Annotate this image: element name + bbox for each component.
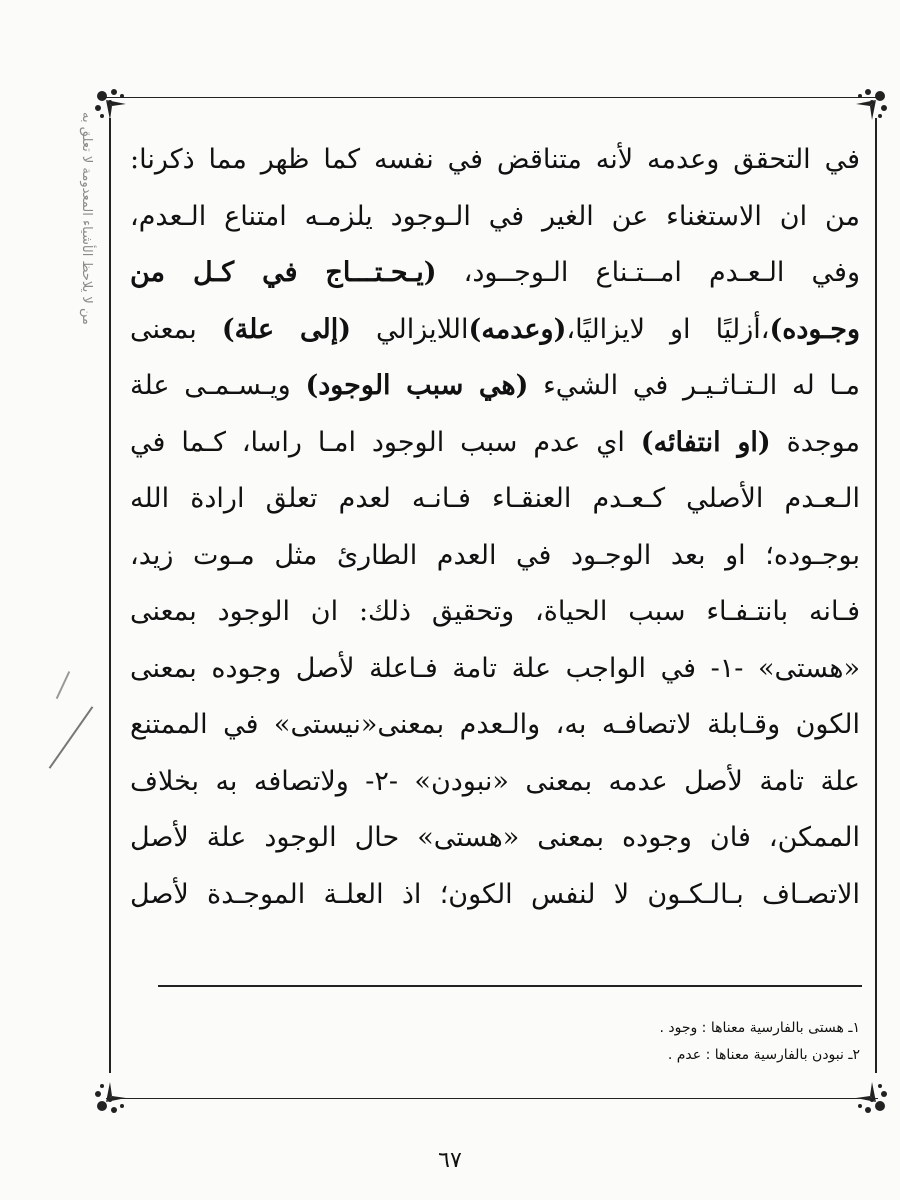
text-line xyxy=(130,132,860,189)
text-segment: علة تامة لأصل عدمه بمعنى «نبودن» -٢- ولاتصافه به بخلاف xyxy=(130,765,860,797)
text-line xyxy=(130,867,860,924)
text-segment: وفي الـعـدم امــتـناع الـوجــود، xyxy=(436,257,860,288)
text-line xyxy=(130,245,860,302)
bold-phrase: (هي سبب الوجود) xyxy=(305,370,529,401)
handwritten-margin-note: من لا يلاحظ الأشياء المعدومة لا تعلق به xyxy=(79,112,94,325)
text-segment: موجدة xyxy=(770,426,860,458)
text-segment: من ان الاستغناء عن الغير في الـوجود يلزمـه امتناع الـعدم، xyxy=(130,200,860,232)
footnote-2: ٢ـ نبودن بالفارسية معناها : عدم . xyxy=(667,1047,860,1063)
bold-phrase: (يـحـتـــاج في كـل من xyxy=(130,257,437,288)
text-segment: ويـسـمـى علة xyxy=(130,370,306,401)
ornament-corner-bottom-right xyxy=(842,1068,890,1116)
text-segment: الاتصـاف بـالـكـون لا لنفس الكون؛ اذ العلـة الموجـدة لأصل xyxy=(130,878,860,910)
ornament-corner-top-left xyxy=(92,86,140,134)
ornament-corner-bottom-left xyxy=(92,1068,140,1116)
text-line xyxy=(130,471,860,528)
bold-phrase: (او انتفائه) xyxy=(640,426,771,458)
text-line xyxy=(130,302,860,359)
text-line xyxy=(130,584,860,641)
text-segment: بوجـوده؛ او بعد الوجـود في العدم الطارئ مثل مـوت زيد، xyxy=(130,539,860,571)
bold-phrase: (وعدمه) xyxy=(468,313,567,345)
footnote-1: ١ـ هستى بالفارسية معناها : وجود . xyxy=(659,1020,860,1036)
text-segment: الكون وقـابلة لاتصافـه به، والـعدم بمعنى«نيستى» في الممتنع xyxy=(130,709,860,740)
ornament-corner-top-right xyxy=(842,86,890,134)
frame-right-border xyxy=(875,118,877,1073)
text-line xyxy=(130,358,860,415)
text-line xyxy=(130,528,860,585)
text-line xyxy=(130,415,860,472)
footnote-separator xyxy=(158,985,862,987)
text-segment: فـانه بانتـفـاء سبب الحياة، وتحقيق ذلك: ان الوجود بمعنى xyxy=(130,596,860,627)
text-segment: بمعنى xyxy=(130,313,222,345)
bold-phrase: وجـوده) xyxy=(769,313,860,345)
text-segment: الـعـدم الأصلي كـعـدم العنقـاء فـانـه لعدم تعلق ارادة الله xyxy=(130,483,860,514)
text-line xyxy=(130,697,860,754)
text-segment: الممكن، فان وجوده بمعنى «هستى» حال الوجود علة لأصل xyxy=(130,822,860,853)
text-line xyxy=(130,810,860,867)
bold-phrase: (إلى علة) xyxy=(221,313,352,345)
text-segment: مـا له الـتـاثـيـر في الشيء xyxy=(528,370,860,401)
frame-left-border xyxy=(109,118,111,1073)
text-segment: اي عدم سبب الوجود امـا راسا، كـما في xyxy=(130,426,641,458)
text-segment: ،أزليًا او لايزاليًا، xyxy=(566,313,770,345)
body-text xyxy=(130,132,860,923)
footnotes xyxy=(400,1015,860,1069)
text-line xyxy=(130,641,860,698)
page-number: ٦٧ xyxy=(438,1148,462,1173)
text-line xyxy=(130,754,860,811)
text-segment: «هستى» -١- في الواجب علة تامة فـاعلة لأصل وجوده بمعنى xyxy=(130,652,860,684)
text-segment: في التحقق وعدمه لأنه متناقض في نفسه كما ظهر مما ذكرنا: xyxy=(130,144,860,175)
text-line xyxy=(130,189,860,246)
text-segment: اللايزالي xyxy=(351,313,469,345)
